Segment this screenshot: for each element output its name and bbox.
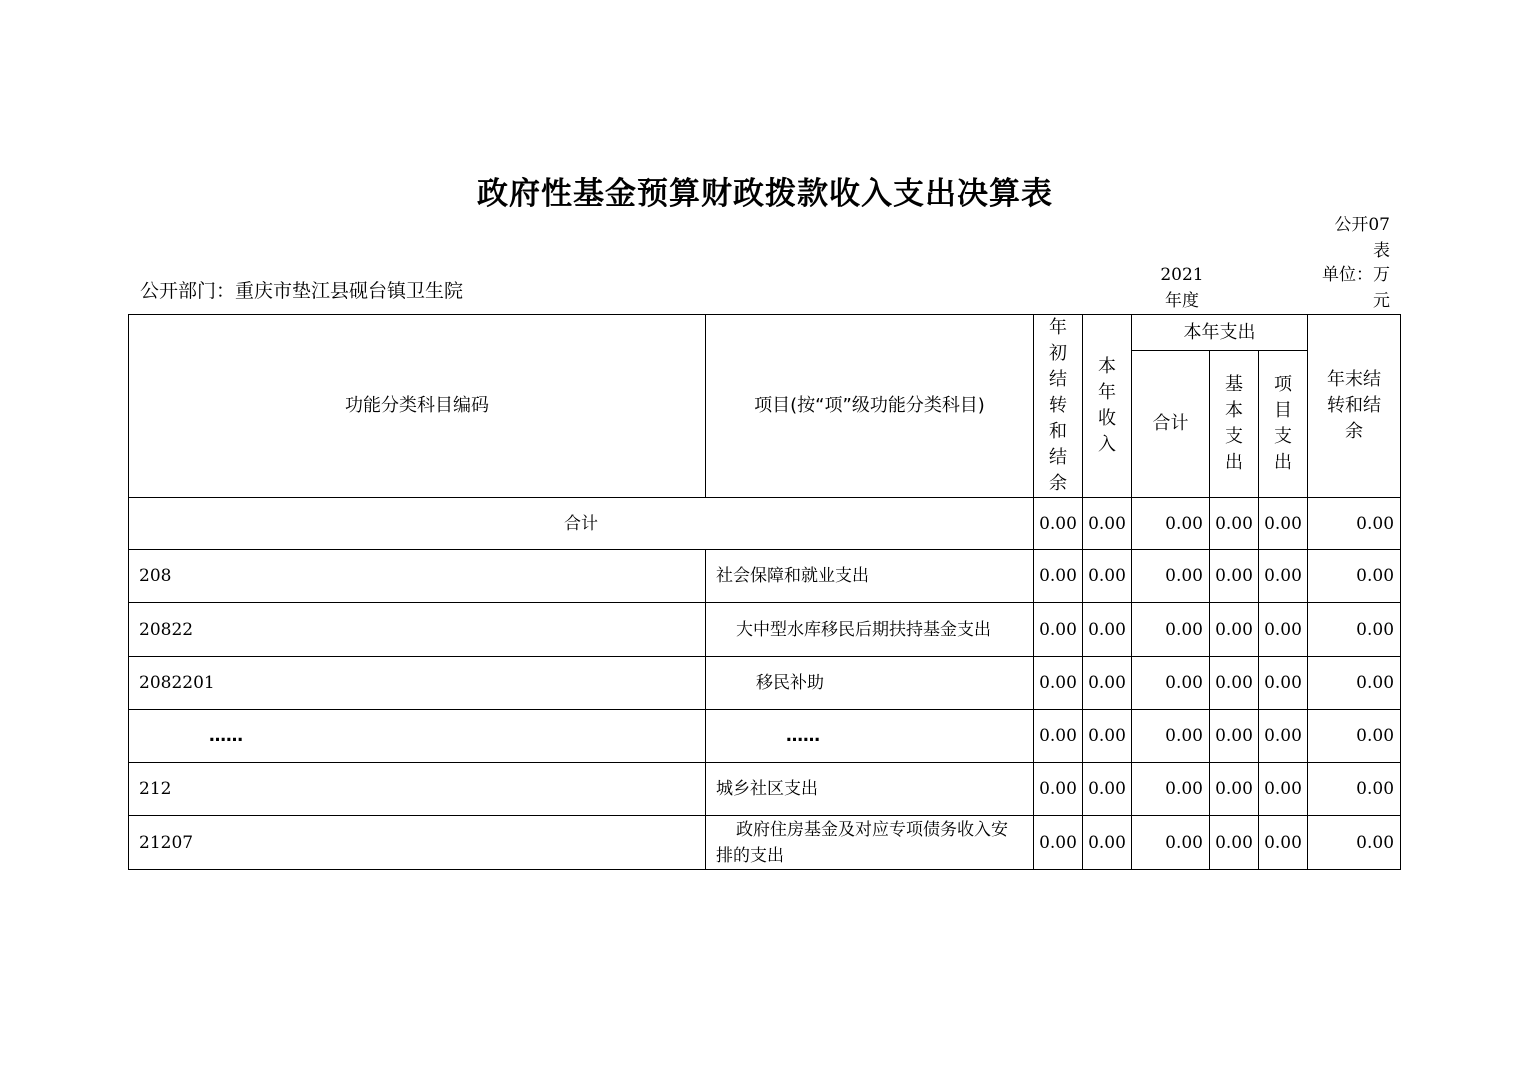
cell-end: 0.00: [1308, 816, 1401, 870]
cell-end: 0.00: [1308, 710, 1401, 763]
cell-code: 20822: [129, 603, 706, 657]
cell-item: 大中型水库移民后期扶持基金支出: [706, 603, 1034, 657]
table-row: [129, 657, 1401, 710]
cell-exp-total: 0.00: [1132, 816, 1210, 870]
cell-income: 0.00: [1083, 550, 1132, 603]
cell-end: 0.00: [1308, 550, 1401, 603]
table-row: [129, 550, 1401, 603]
unit-label: 单位：万元: [1322, 265, 1390, 311]
budget-table: [128, 314, 1401, 870]
cell-exp-basic: 0.00: [1210, 763, 1259, 816]
cell-exp-basic: 0.00: [1210, 603, 1259, 657]
table-row: [129, 710, 1401, 763]
cell-exp-project: 0.00: [1259, 710, 1308, 763]
table-row: [129, 816, 1401, 870]
cell-exp-total: 0.00: [1132, 710, 1210, 763]
department-label: 公开部门：重庆市垫江县砚台镇卫生院: [140, 280, 464, 302]
cell-item: 移民补助: [706, 657, 1034, 710]
header-expense-total: 合计: [1132, 351, 1210, 498]
cell-begin: 0.00: [1034, 710, 1083, 763]
header-expense-project: 项目支出: [1259, 351, 1308, 498]
page-title: 政府性基金预算财政拨款收入支出决算表: [477, 176, 1053, 212]
cell-exp-project: 0.00: [1259, 657, 1308, 710]
cell-item: 政府住房基金及对应专项债务收入安排的支出: [706, 816, 1034, 870]
cell-exp-project: 0.00: [1259, 550, 1308, 603]
cell-income: 0.00: [1083, 816, 1132, 870]
cell-exp-project: 0.00: [1259, 603, 1308, 657]
cell-begin: 0.00: [1034, 498, 1083, 550]
cell-exp-basic: 0.00: [1210, 550, 1259, 603]
header-item: 项目(按“项”级功能分类科目): [706, 315, 1034, 498]
cell-income: 0.00: [1083, 657, 1132, 710]
cell-end: 0.00: [1308, 763, 1401, 816]
cell-income: 0.00: [1083, 763, 1132, 816]
cell-code: ……: [129, 710, 706, 763]
cell-exp-total: 0.00: [1132, 657, 1210, 710]
cell-begin: 0.00: [1034, 603, 1083, 657]
cell-item: ……: [706, 710, 1034, 763]
cell-code: 21207: [129, 816, 706, 870]
header-end-balance: 年末结转和结余: [1308, 315, 1401, 498]
cell-code: 2082201: [129, 657, 706, 710]
cell-begin: 0.00: [1034, 657, 1083, 710]
cell-begin: 0.00: [1034, 550, 1083, 603]
cell-exp-total: 0.00: [1132, 763, 1210, 816]
total-label: 合计: [129, 498, 1034, 550]
cell-item: 社会保障和就业支出: [706, 550, 1034, 603]
cell-income: 0.00: [1083, 498, 1132, 550]
header-begin-balance: 年初结转和结余: [1034, 315, 1083, 498]
cell-exp-total: 0.00: [1132, 603, 1210, 657]
header-expense-basic: 基本支出: [1210, 351, 1259, 498]
cell-begin: 0.00: [1034, 763, 1083, 816]
cell-income: 0.00: [1083, 710, 1132, 763]
cell-exp-project: 0.00: [1259, 763, 1308, 816]
cell-exp-basic: 0.00: [1210, 816, 1259, 870]
table-row: [129, 763, 1401, 816]
cell-begin: 0.00: [1034, 816, 1083, 870]
cell-code: 212: [129, 763, 706, 816]
fiscal-year: 2021年度: [1160, 265, 1204, 311]
header-code: 功能分类科目编码: [129, 315, 706, 498]
cell-end: 0.00: [1308, 657, 1401, 710]
cell-income: 0.00: [1083, 603, 1132, 657]
cell-exp-total: 0.00: [1132, 550, 1210, 603]
cell-exp-basic: 0.00: [1210, 710, 1259, 763]
cell-exp-basic: 0.00: [1210, 498, 1259, 550]
cell-end: 0.00: [1308, 603, 1401, 657]
header-income: 本年收入: [1083, 315, 1132, 498]
cell-exp-project: 0.00: [1259, 498, 1308, 550]
cell-exp-project: 0.00: [1259, 816, 1308, 870]
cell-exp-basic: 0.00: [1210, 657, 1259, 710]
cell-end: 0.00: [1308, 498, 1401, 550]
cell-exp-total: 0.00: [1132, 498, 1210, 550]
form-number: 公开07表: [1334, 215, 1390, 261]
total-row: [129, 498, 1401, 550]
cell-code: 208: [129, 550, 706, 603]
header-expense-group: 本年支出: [1132, 315, 1308, 351]
cell-item: 城乡社区支出: [706, 763, 1034, 816]
table-row: [129, 603, 1401, 657]
